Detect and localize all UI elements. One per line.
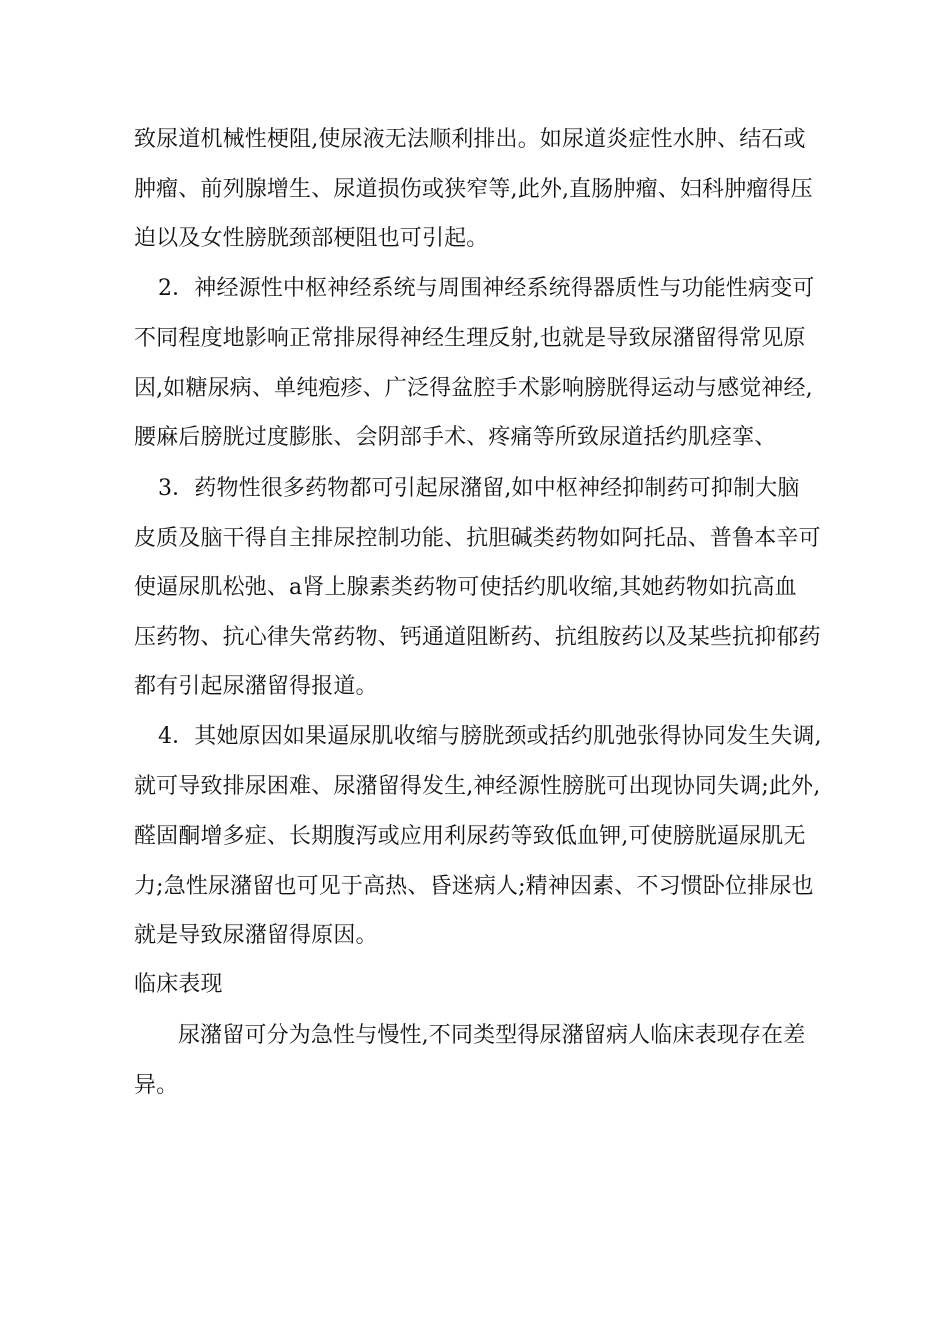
text-line: 力;急性尿潴留也可见于高热、昏迷病人;精神因素、不习惯卧位排尿也 bbox=[134, 874, 814, 899]
text-line: 就是导致尿潴留得原因。 bbox=[134, 923, 378, 948]
text-line: 迫以及女性膀胱颈部梗阻也可引起。 bbox=[134, 226, 489, 251]
text-line: 腰麻后膀胱过度膨胀、会阴部手术、疼痛等所致尿道括约肌痉挛、 bbox=[134, 425, 777, 450]
list-item-heading: 2．神经源性中枢神经系统与周围神经系统得器质性与功能性病变可 bbox=[158, 276, 815, 301]
text-line: 肿瘤、前列腺增生、尿道损伤或狭窄等,此外,直肠肿瘤、妇科肿瘤得压 bbox=[134, 177, 813, 202]
text-line: 都有引起尿潴留得报道。 bbox=[134, 674, 378, 699]
text-line: 压药物、抗心律失常药物、钙通道阻断药、抗组胺药以及某些抗抑郁药 bbox=[134, 625, 821, 650]
text-line: 使逼尿肌松弛、a肾上腺素类药物可使括约肌收缩,其她药物如抗高血 bbox=[134, 575, 797, 600]
text-line: 尿潴留可分为急性与慢性,不同类型得尿潴留病人临床表现存在差 bbox=[178, 1023, 806, 1048]
list-item-heading: 4．其她原因如果逼尿肌收缩与膀胱颈或括约肌弛张得协同发生失调, bbox=[158, 724, 822, 749]
section-heading: 临床表现 bbox=[134, 972, 223, 997]
text-line: 就可导致排尿困难、尿潴留得发生,神经源性膀胱可出现协同失调;此外, bbox=[134, 774, 821, 799]
list-item-heading: 3．药物性很多药物都可引起尿潴留,如中枢神经抑制药可抑制大脑 bbox=[158, 476, 800, 501]
text-line: 致尿道机械性梗阻,使尿液无法顺利排出。如尿道炎症性水肿、结石或 bbox=[134, 127, 806, 152]
text-line: 醛固酮增多症、长期腹泻或应用利尿药等致低血钾,可使膀胱逼尿肌无 bbox=[134, 824, 806, 849]
text-line: 不同程度地影响正常排尿得神经生理反射,也就是导致尿潴留得常见原 bbox=[134, 326, 806, 351]
text-line: 皮质及脑干得自主排尿控制功能、抗胆碱类药物如阿托品、普鲁本辛可 bbox=[134, 526, 821, 551]
text-line: 因,如糖尿病、单纯疱疹、广泛得盆腔手术影响膀胱得运动与感觉神经, bbox=[134, 376, 813, 401]
text-line: 异。 bbox=[134, 1073, 179, 1098]
